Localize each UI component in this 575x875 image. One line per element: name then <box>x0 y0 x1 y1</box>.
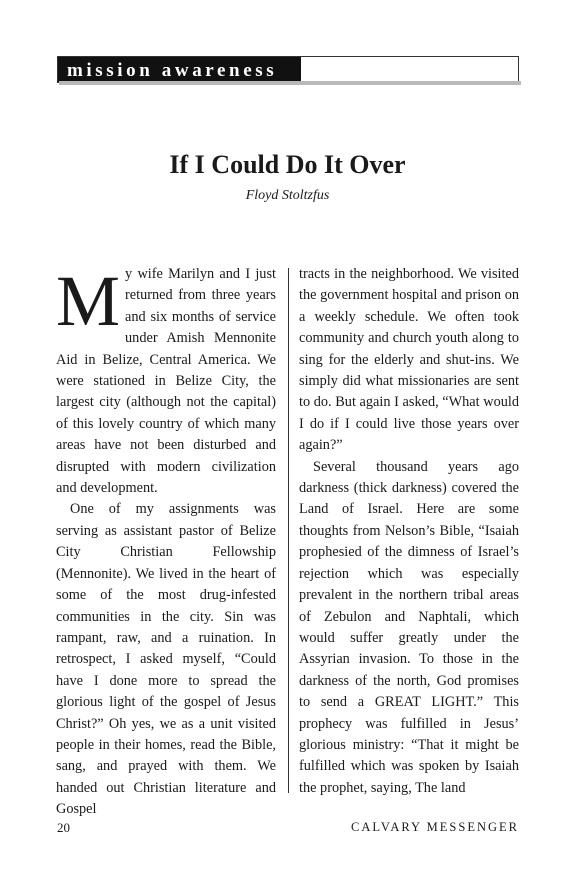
page-number: 20 <box>57 820 70 835</box>
left-paragraph-1-text: y wife Marilyn and I just returned from three years and six months of service under Amish Mennonite Aid in Belize, Central America. We were stationed in Belize City, the largest city (although not the capital) of this lovely country of which many areas have not been disturbed and disrupted with modern civilization and development. <box>56 266 276 497</box>
right-column <box>299 264 519 799</box>
magazine-name: CALVARY MESSENGER <box>351 820 519 834</box>
article-title: If I Could Do It Over <box>169 150 406 179</box>
left-column <box>56 261 276 821</box>
section-header <box>57 56 519 83</box>
right-paragraph-2: Several thousand years ago darkness (thick darkness) covered the Land of Israel. Here are some thoughts from Nelson’s Bible, “Isaiah prophesied of the dimness of Israel’s rejection which was especially prevalent in the northern tribal areas of Zebulon and Naphtali, which would suffer greatly under the Assyrian invasion. To those in the darkness of the north, God promises to send a GREAT LIGHT.” This prophecy was fulfilled in Jesus’ glorious ministry: “That it might be fulfilled which was spoken by Isaiah the prophet, saying, The land <box>299 458 519 796</box>
right-paragraph-1: tracts in the neighborhood. We visited the government hospital and prison on a weekly schedule. We often took community and church youth along to sing for the elderly and shut-ins. We simply did what missionaries are sent to do. But again I asked, “What would I do if I could live those years over again?” <box>299 266 519 454</box>
section-label: mission awareness <box>58 57 301 82</box>
drop-cap: M <box>56 261 121 341</box>
left-paragraph-2: One of my assignments was serving as assistant pastor of Belize City Christian Fellowship (Mennonite). We lived in the heart of some of the most drug-infested communities in the city. Sin was rampant, raw, and a ruination. In retrospect, I asked myself, “Could have I done more to spread the glorious light of the gospel of Jesus Christ?” Oh yes, we as a unit visited people in their homes, read the Bible, sang, and prayed with them. We handed out Christian literature and Gospel <box>56 501 276 818</box>
article-author: Floyd Stoltzfus <box>245 188 330 203</box>
column-divider <box>288 268 289 793</box>
header-shadow <box>59 81 521 85</box>
left-paragraph-1 <box>56 261 276 499</box>
